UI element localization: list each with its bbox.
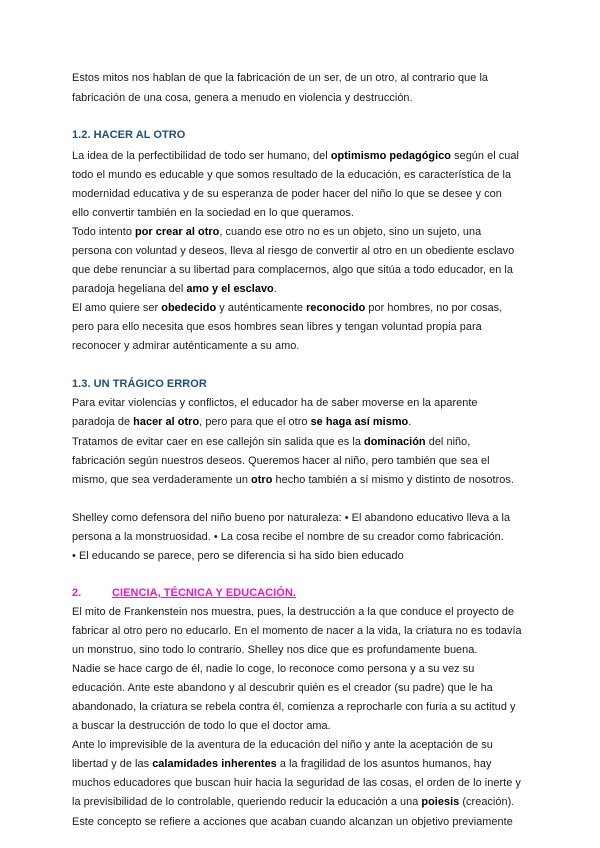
bold-term: obedecido: [161, 302, 217, 314]
paragraph-line: mismo, que sea verdaderamente un otro hecho también a sí mismo y distinto de nosotros.: [72, 474, 514, 486]
paragraph-line: fabricación según nuestros deseos. Queremos hacer al niño, pero también que sea el: [72, 455, 490, 467]
bold-term: poiesis: [421, 796, 460, 808]
paragraph-line: educación. Ante este abandono y al descubrir quién es el creador (su padre) que le ha: [72, 682, 493, 694]
section-heading-1-3: 1.3. UN TRÁGICO ERROR: [72, 378, 207, 390]
bold-term: otro: [251, 474, 273, 486]
bold-term: hacer al otro: [133, 416, 200, 428]
paragraph-line: persona con voluntad y deseos, lleva al riesgo de convertir al otro en un obediente esclavo: [72, 245, 515, 257]
paragraph-line: Para evitar violencias y conflictos, el educador ha de saber moverse en la aparente: [72, 397, 478, 409]
paragraph-line: que debe renunciar a su libertad para complacernos, algo que sitúa a todo educador, en la: [72, 264, 513, 276]
paragraph-line: libertad y de las calamidades inherentes a la fragilidad de los asuntos humanos, hay: [72, 758, 492, 770]
section-title: CIENCIA, TÉCNICA Y EDUCACIÓN.: [112, 587, 296, 599]
bold-term: por crear al otro: [135, 226, 220, 238]
bold-term: optimismo pedagógico: [330, 150, 452, 162]
paragraph-line: • El educando se parece, pero se diferencia si ha sido bien educado: [72, 550, 404, 562]
paragraph-line: paradoja de hacer al otro, pero para que el otro se haga así mismo.: [72, 416, 412, 428]
paragraph-line: muchos educadores que buscan huir hacia la seguridad de las cosas, el orden de lo inerte y: [72, 777, 521, 789]
paragraph-line: Este concepto se refiere a acciones que acaban cuando alcanzan un objetivo previamente: [72, 816, 513, 828]
paragraph-line: ello convertir también en la sociedad en lo que queramos.: [72, 207, 354, 219]
paragraph-line: Ante lo imprevisible de la aventura de la educación del niño y ante la aceptación de su: [72, 739, 493, 751]
section-heading-1-2: 1.2. HACER AL OTRO: [72, 129, 186, 141]
paragraph-line: abandonado, la criatura se rebela contra él, comienza a reprocharle con furia a su actitud y: [72, 701, 516, 713]
paragraph-line: Shelley como defensora del niño bueno por naturaleza: • El abandono educativo lleva a la: [72, 512, 511, 524]
paragraph-line: El mito de Frankenstein nos muestra, pues, la destrucción a la que conduce el proyecto de: [72, 606, 515, 618]
paragraph-line: Tratamos de evitar caer en ese callejón sin salida que es la dominación del niño,: [72, 436, 471, 448]
paragraph-line: persona a la monstruosidad. • La cosa recibe el nombre de su creador como fabricación.: [72, 531, 504, 543]
paragraph-line: la previsibilidad de lo controlable, queriendo reducir la educación a una poiesis (creación).: [72, 796, 515, 808]
paragraph-line: un monstruo, sino todo lo contrario. Shelley nos dice que es profundamente buena.: [72, 644, 478, 656]
section-number: 2.: [72, 587, 82, 599]
paragraph-line: modernidad educativa y de su esperanza de poder hacer del niño lo que se desee y con: [72, 188, 502, 200]
bold-term: reconocido: [306, 302, 366, 314]
paragraph-line: a buscar la destrucción de todo lo que el doctor ama.: [72, 720, 331, 732]
paragraph-line: todo el mundo es educable y que somos resultado de la educación, es característica de la: [72, 169, 512, 181]
paragraph-line: La idea de la perfectibilidad de todo ser humano, del optimismo pedagógico según el cual: [72, 150, 519, 162]
paragraph-line: reconocer y admirar auténticamente a su amo.: [72, 340, 300, 352]
paragraph-line: Nadie se hace cargo de él, nadie lo coge, lo reconoce como persona y a su vez su: [72, 663, 475, 675]
section-heading-2: [72, 586, 296, 600]
bold-term: amo y el esclavo: [186, 283, 274, 295]
paragraph-line: paradoja hegeliana del amo y el esclavo.: [72, 283, 277, 295]
paragraph-line: Estos mitos nos hablan de que la fabricación de un ser, de un otro, al contrario que la: [72, 72, 489, 84]
paragraph-line: El amo quiere ser obedecido y auténticamente reconocido por hombres, no por cosas,: [72, 302, 503, 314]
paragraph-line: pero para ello necesita que esos hombres sean libres y tengan voluntad propia para: [72, 321, 482, 333]
bold-term: dominación: [364, 436, 426, 448]
paragraph-line: fabricación de una cosa, genera a menudo en violencia y destrucción.: [72, 92, 413, 104]
bold-term: calamidades inherentes: [152, 758, 277, 770]
paragraph-line: Todo intento por crear al otro, cuando ese otro no es un objeto, sino un sujeto, una: [72, 226, 482, 238]
bold-term: se haga así mismo: [310, 416, 409, 428]
paragraph-line: fabricar al otro pero no educarlo. En el momento de nacer a la vida, la criatura no es todavía: [72, 625, 522, 637]
